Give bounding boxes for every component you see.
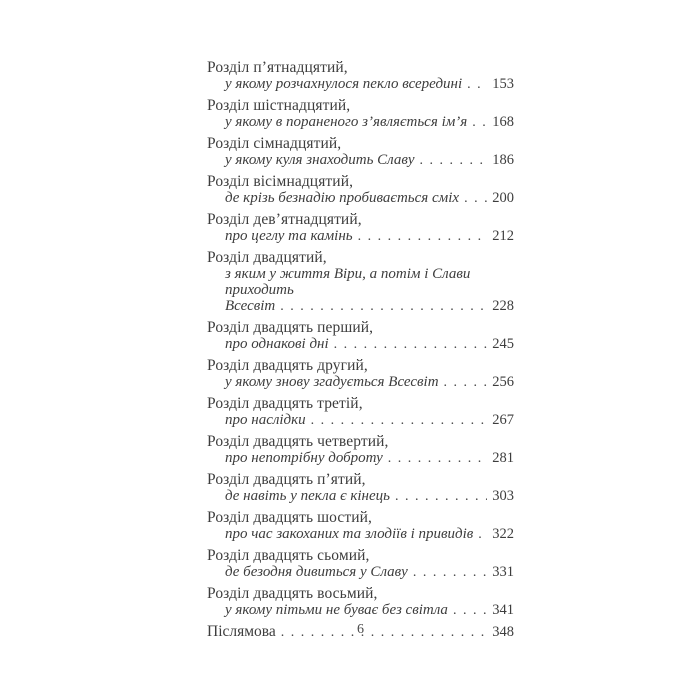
chapter-page-number: 153 bbox=[492, 76, 514, 92]
chapter-title: Розділ двадцять восьмий, bbox=[207, 585, 378, 602]
toc-entry bbox=[207, 212, 514, 245]
chapter-title: Розділ дев’ятнадцятий, bbox=[207, 211, 362, 228]
chapter-subtitle-row bbox=[207, 526, 514, 543]
chapter-title: Розділ двадцять третій, bbox=[207, 395, 363, 412]
chapter-page-number: 245 bbox=[492, 336, 514, 352]
toc-entry bbox=[207, 434, 514, 467]
chapter-subtitle: про час закоханих та злодіїв і привидів bbox=[225, 526, 474, 542]
chapter-subtitle-row bbox=[207, 76, 514, 93]
afterword-page-number: 348 bbox=[492, 624, 514, 640]
chapter-page-number: 186 bbox=[492, 152, 514, 168]
chapter-page-number: 228 bbox=[492, 298, 514, 314]
chapter-subtitle: про цеглу та камінь bbox=[225, 228, 353, 244]
dot-leader bbox=[467, 77, 487, 93]
chapter-subtitle-row bbox=[207, 412, 514, 429]
chapter-subtitle: де безодня дивиться у Славу bbox=[225, 564, 408, 580]
afterword-title: Післямова bbox=[207, 623, 276, 640]
chapter-subtitle: де крізь безнадію пробивається сміх bbox=[225, 190, 460, 206]
dot-leader bbox=[464, 191, 487, 207]
chapter-subtitle-row bbox=[207, 152, 514, 169]
chapter-page-number: 303 bbox=[492, 488, 514, 504]
chapter-title: Розділ п’ятнадцятий, bbox=[207, 59, 348, 76]
dot-leader bbox=[358, 229, 487, 245]
chapter-page-number: 331 bbox=[492, 564, 514, 580]
chapter-subtitle: у якому в пораненого з’являється ім’я bbox=[225, 114, 468, 130]
chapter-page-number: 281 bbox=[492, 450, 514, 466]
chapter-page-number: 256 bbox=[492, 374, 514, 390]
toc-entry bbox=[207, 136, 514, 169]
chapter-subtitle-row bbox=[207, 114, 514, 131]
toc-entry bbox=[207, 250, 514, 315]
chapter-page-number: 212 bbox=[492, 228, 514, 244]
chapter-title: Розділ двадцять шостий, bbox=[207, 509, 373, 526]
chapter-page-number: 267 bbox=[492, 412, 514, 428]
chapter-title: Розділ двадцятий, bbox=[207, 249, 327, 266]
chapter-subtitle: де навіть у пекла є кінець bbox=[225, 488, 390, 504]
dot-leader bbox=[453, 603, 487, 619]
chapter-title: Розділ двадцять перший, bbox=[207, 319, 374, 336]
chapter-title: Розділ двадцять п’ятий, bbox=[207, 471, 366, 488]
dot-leader bbox=[472, 115, 487, 131]
toc-entry bbox=[207, 98, 514, 131]
dot-leader bbox=[395, 489, 487, 505]
toc-entry bbox=[207, 472, 514, 505]
chapter-subtitle: про наслідки bbox=[225, 412, 306, 428]
chapter-subtitle-row bbox=[207, 488, 514, 505]
chapter-subtitle: про непотрібну доброту bbox=[225, 450, 383, 466]
dot-leader bbox=[444, 375, 487, 391]
chapter-subtitle-row bbox=[207, 450, 514, 467]
toc-entry bbox=[207, 358, 514, 391]
dot-leader bbox=[420, 153, 487, 169]
toc-entry bbox=[207, 586, 514, 619]
chapter-page-number: 322 bbox=[492, 526, 514, 542]
toc-entry bbox=[207, 60, 514, 93]
dot-leader bbox=[334, 337, 487, 353]
chapter-subtitle-wrap: з яким у життя Віри, а потім і Слави приходить bbox=[225, 266, 471, 298]
dot-leader bbox=[413, 565, 487, 581]
chapter-subtitle: у якому розчахнулося пекло всередині bbox=[225, 76, 463, 92]
chapter-page-number: 168 bbox=[492, 114, 514, 130]
folio-page-number: 6 bbox=[357, 622, 364, 637]
toc-entry bbox=[207, 396, 514, 429]
dot-leader bbox=[478, 527, 487, 543]
toc-entry bbox=[207, 548, 514, 581]
chapter-subtitle-row bbox=[207, 374, 514, 391]
chapter-subtitle-row bbox=[207, 228, 514, 245]
dot-leader bbox=[388, 451, 487, 467]
chapter-subtitle: у якому куля знаходить Славу bbox=[225, 152, 415, 168]
dot-leader bbox=[311, 413, 487, 429]
chapter-subtitle-row bbox=[207, 602, 514, 619]
toc-list bbox=[207, 60, 514, 646]
chapter-subtitle-row bbox=[207, 336, 514, 353]
chapter-subtitle: у якому пітьми не буває без світла bbox=[225, 602, 448, 618]
chapter-page-number: 341 bbox=[492, 602, 514, 618]
toc-entry bbox=[207, 320, 514, 353]
chapter-title: Розділ вісімнадцятий, bbox=[207, 173, 354, 190]
chapter-title: Розділ двадцять сьомий, bbox=[207, 547, 370, 564]
chapter-title: Розділ двадцять другий, bbox=[207, 357, 368, 374]
chapter-page-number: 200 bbox=[492, 190, 514, 206]
dot-leader bbox=[280, 299, 487, 315]
chapter-subtitle-row bbox=[207, 190, 514, 207]
chapter-title: Розділ сімнадцятий, bbox=[207, 135, 342, 152]
toc-entry bbox=[207, 510, 514, 543]
chapter-subtitle: у якому знову згадується Всесвіт bbox=[225, 374, 439, 390]
chapter-title: Розділ двадцять четвертий, bbox=[207, 433, 389, 450]
chapter-subtitle-row bbox=[207, 564, 514, 581]
toc-entry bbox=[207, 174, 514, 207]
chapter-subtitle: Всесвіт bbox=[225, 298, 276, 314]
chapter-title: Розділ шістнадцятий, bbox=[207, 97, 351, 114]
chapter-subtitle-row bbox=[207, 298, 514, 315]
chapter-subtitle: про однакові дні bbox=[225, 336, 329, 352]
